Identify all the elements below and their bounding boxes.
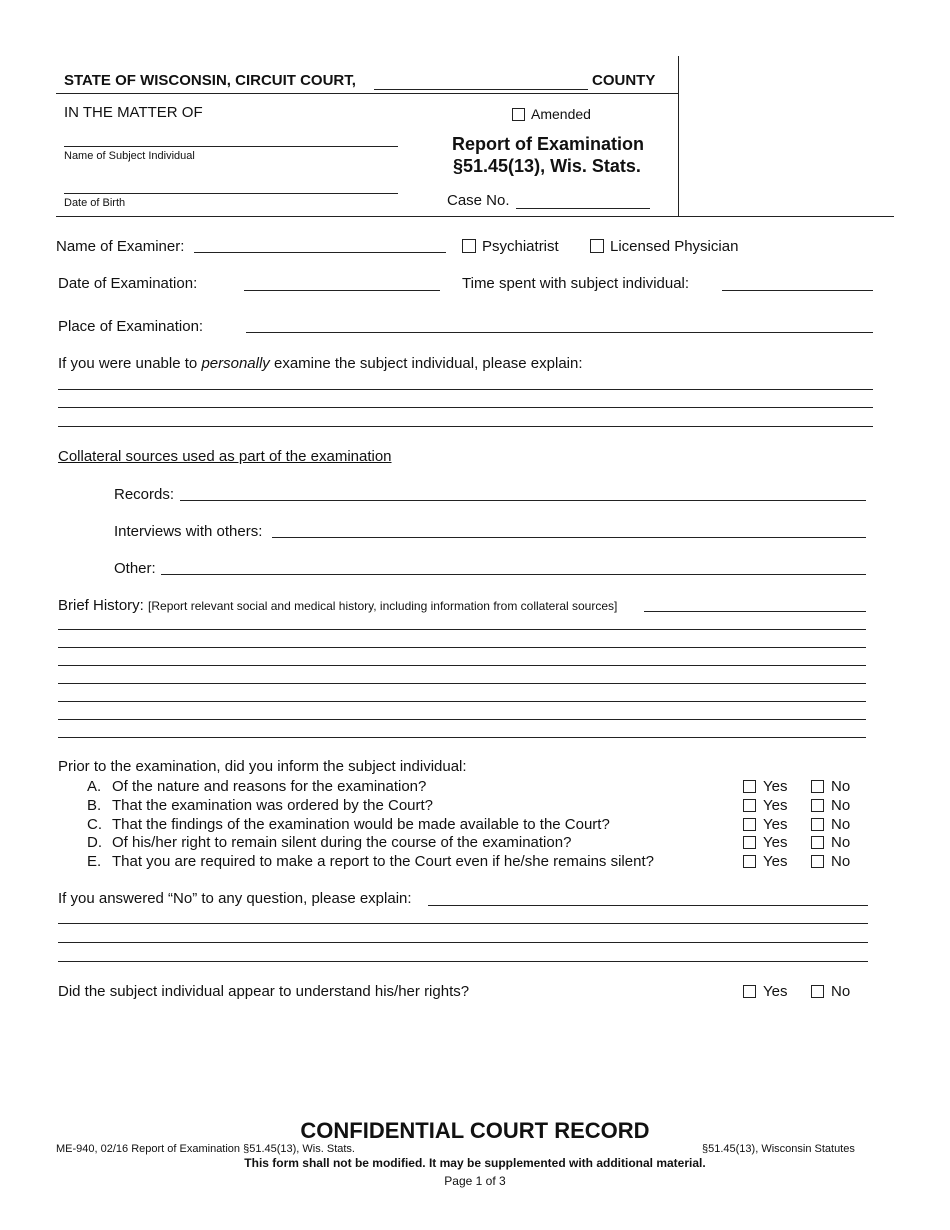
no-explain-line[interactable] — [58, 961, 868, 962]
interviews-label: Interviews with others: — [114, 523, 263, 540]
form-id: ME-940, 02/16 Report of Examination §51.45(13), Wis. Stats. — [56, 1143, 355, 1155]
psychiatrist-checkbox[interactable] — [462, 239, 476, 253]
time-spent-field[interactable] — [722, 290, 873, 291]
inform-b-yes-checkbox[interactable] — [743, 799, 756, 812]
report-title: Report of Examination — [452, 134, 645, 154]
history-line[interactable] — [58, 665, 866, 666]
yes-label: Yes — [763, 778, 788, 795]
psychiatrist-label: Psychiatrist — [482, 238, 559, 255]
history-line[interactable] — [58, 629, 866, 630]
page-number: Page 1 of 3 — [444, 1174, 506, 1188]
no-label: No — [831, 853, 851, 870]
inform-e-no-checkbox[interactable] — [811, 855, 824, 868]
other-label: Other: — [114, 560, 156, 577]
inform-item-letter: D. — [87, 834, 102, 851]
dob-label: Date of Birth — [64, 197, 126, 209]
no-label: No — [831, 816, 851, 833]
history-label-row: Brief History: [Report relevant social and medical history, including information from collateral sources] — [58, 597, 618, 614]
yes-label: Yes — [763, 816, 788, 833]
history-line[interactable] — [58, 701, 866, 702]
inform-item-text: Of his/her right to remain silent during the course of the examination? — [112, 834, 572, 851]
exam-date-label: Date of Examination: — [58, 275, 198, 292]
history-line[interactable] — [58, 683, 866, 684]
exam-place-label: Place of Examination: — [58, 318, 204, 335]
examiner-name-label: Name of Examiner: — [56, 238, 185, 255]
understand-no-label: No — [831, 983, 851, 1000]
modification-notice: This form shall not be modified. It may be supplemented with additional material. — [244, 1156, 706, 1170]
other-field[interactable] — [161, 574, 866, 575]
case-no-field[interactable] — [516, 208, 650, 209]
inform-d-yes-checkbox[interactable] — [743, 836, 756, 849]
inform-item-letter: E. — [87, 853, 102, 870]
records-field[interactable] — [180, 500, 866, 501]
no-explain-line[interactable] — [58, 942, 868, 943]
inform-c-yes-checkbox[interactable] — [743, 818, 756, 831]
inform-item-text: That the findings of the examination would be made available to the Court? — [112, 816, 610, 833]
physician-label: Licensed Physician — [610, 238, 739, 255]
exam-place-field[interactable] — [246, 332, 873, 333]
subject-name-field[interactable] — [64, 146, 398, 147]
yes-label: Yes — [763, 853, 788, 870]
history-line[interactable] — [58, 647, 866, 648]
inform-item-letter: B. — [87, 797, 102, 814]
examiner-name-field[interactable] — [194, 252, 446, 253]
collateral-heading: Collateral sources used as part of the examination — [58, 448, 392, 465]
history-line[interactable] — [58, 737, 866, 738]
interviews-field[interactable] — [272, 537, 866, 538]
understand-yes-label: Yes — [763, 983, 788, 1000]
understand-no-checkbox[interactable] — [811, 985, 824, 998]
inform-item-letter: A. — [87, 778, 102, 795]
unable-explain-line[interactable] — [58, 407, 873, 408]
county-field[interactable] — [374, 89, 588, 90]
inform-b-no-checkbox[interactable] — [811, 799, 824, 812]
header-bottom-rule — [56, 216, 894, 217]
no-label: No — [831, 778, 851, 795]
inform-item-text: Of the nature and reasons for the examination? — [112, 778, 427, 795]
exam-date-field[interactable] — [244, 290, 440, 291]
unable-explain-line[interactable] — [58, 426, 873, 427]
header-rule — [56, 93, 678, 94]
statute-ref: §51.45(13), Wisconsin Statutes — [702, 1143, 855, 1155]
yes-label: Yes — [763, 797, 788, 814]
yes-label: Yes — [763, 834, 788, 851]
inform-item-text: That the examination was ordered by the Court? — [112, 797, 434, 814]
county-label: COUNTY — [592, 72, 656, 89]
inform-item-text: That you are required to make a report to the Court even if he/she remains silent? — [112, 853, 654, 870]
inform-d-no-checkbox[interactable] — [811, 836, 824, 849]
history-line[interactable] — [644, 611, 866, 612]
dob-field[interactable] — [64, 193, 398, 194]
inform-e-yes-checkbox[interactable] — [743, 855, 756, 868]
matter-label: IN THE MATTER OF — [64, 104, 203, 121]
no-label: No — [831, 797, 851, 814]
confidential-banner: CONFIDENTIAL COURT RECORD — [300, 1118, 650, 1143]
no-explain-line[interactable] — [428, 905, 868, 906]
court-prefix: STATE OF WISCONSIN, CIRCUIT COURT, — [64, 72, 356, 89]
no-explain-label: If you answered “No” to any question, please explain: — [58, 890, 412, 907]
physician-checkbox[interactable] — [590, 239, 604, 253]
report-statute: §51.45(13), Wis. Stats. — [453, 156, 641, 176]
amended-label: Amended — [531, 106, 591, 122]
no-label: No — [831, 834, 851, 851]
inform-a-yes-checkbox[interactable] — [743, 780, 756, 793]
unable-question: If you were unable to personally examine the subject individual, please explain: — [58, 355, 583, 372]
inform-question: Prior to the examination, did you inform the subject individual: — [58, 758, 467, 775]
inform-a-no-checkbox[interactable] — [811, 780, 824, 793]
time-spent-label: Time spent with subject individual: — [462, 275, 690, 292]
unable-explain-line[interactable] — [58, 389, 873, 390]
inform-c-no-checkbox[interactable] — [811, 818, 824, 831]
understand-question: Did the subject individual appear to understand his/her rights? — [58, 983, 470, 1000]
amended-checkbox[interactable] — [512, 108, 525, 121]
history-line[interactable] — [58, 719, 866, 720]
no-explain-line[interactable] — [58, 923, 868, 924]
understand-yes-checkbox[interactable] — [743, 985, 756, 998]
case-no-label: Case No. — [447, 192, 510, 209]
records-label: Records: — [114, 486, 175, 503]
subject-name-label: Name of Subject Individual — [64, 150, 195, 162]
header-vertical-divider — [678, 56, 679, 216]
inform-item-letter: C. — [87, 816, 102, 833]
